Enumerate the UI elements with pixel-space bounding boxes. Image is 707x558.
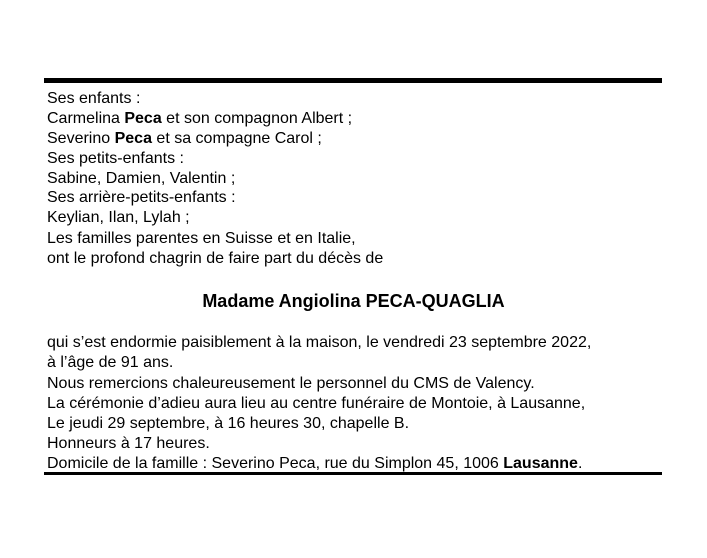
child1-first: Carmelina <box>47 110 125 127</box>
detail-line-1: qui s’est endormie paisiblement à la maison, le vendredi 23 septembre 2022, <box>47 334 592 351</box>
detail-line-4: La cérémonie d’adieu aura lieu au centre funéraire de Montoie, à Lausanne, <box>47 395 586 412</box>
child2-surname: Peca <box>114 130 152 147</box>
detail-line-5: Le jeudi 29 septembre, à 16 heures 30, chapelle B. <box>47 415 410 432</box>
child-carmelina <box>47 109 352 129</box>
domicile-suffix: . <box>577 455 583 472</box>
child1-rest: et son compagnon Albert ; <box>161 110 353 127</box>
announcement-line: ont le profond chagrin de faire part du décès de <box>47 250 384 267</box>
deceased-name: Madame Angiolina PECA-QUAGLIA <box>202 291 505 311</box>
child-severino <box>47 129 322 149</box>
domicile-city: Lausanne <box>503 455 578 472</box>
grandchildren-header: Ses petits-enfants : <box>47 150 184 167</box>
greatgrandchildren-header: Ses arrière-petits-enfants : <box>47 189 236 206</box>
domicile-line <box>47 454 582 474</box>
detail-line-6: Honneurs à 17 heures. <box>47 435 210 452</box>
children-header: Ses enfants : <box>47 90 141 107</box>
child2-first: Severino <box>47 130 115 147</box>
bottom-rule <box>44 472 662 475</box>
detail-line-3: Nous remercions chaleureusement le personnel du CMS de Valency. <box>47 375 535 392</box>
relatives-line: Les familles parentes en Suisse et en Italie, <box>47 230 356 247</box>
detail-line-2: à l’âge de 91 ans. <box>47 354 174 371</box>
grandchildren-names: Sabine, Damien, Valentin ; <box>47 170 236 187</box>
greatgrandchildren-names: Keylian, Ilan, Lylah ; <box>47 209 190 226</box>
top-rule <box>44 78 662 83</box>
child1-surname: Peca <box>124 110 162 127</box>
domicile-prefix: Domicile de la famille : Severino Peca, rue du Simplon 45, 1006 <box>47 455 504 472</box>
child2-rest: et sa compagne Carol ; <box>151 130 322 147</box>
